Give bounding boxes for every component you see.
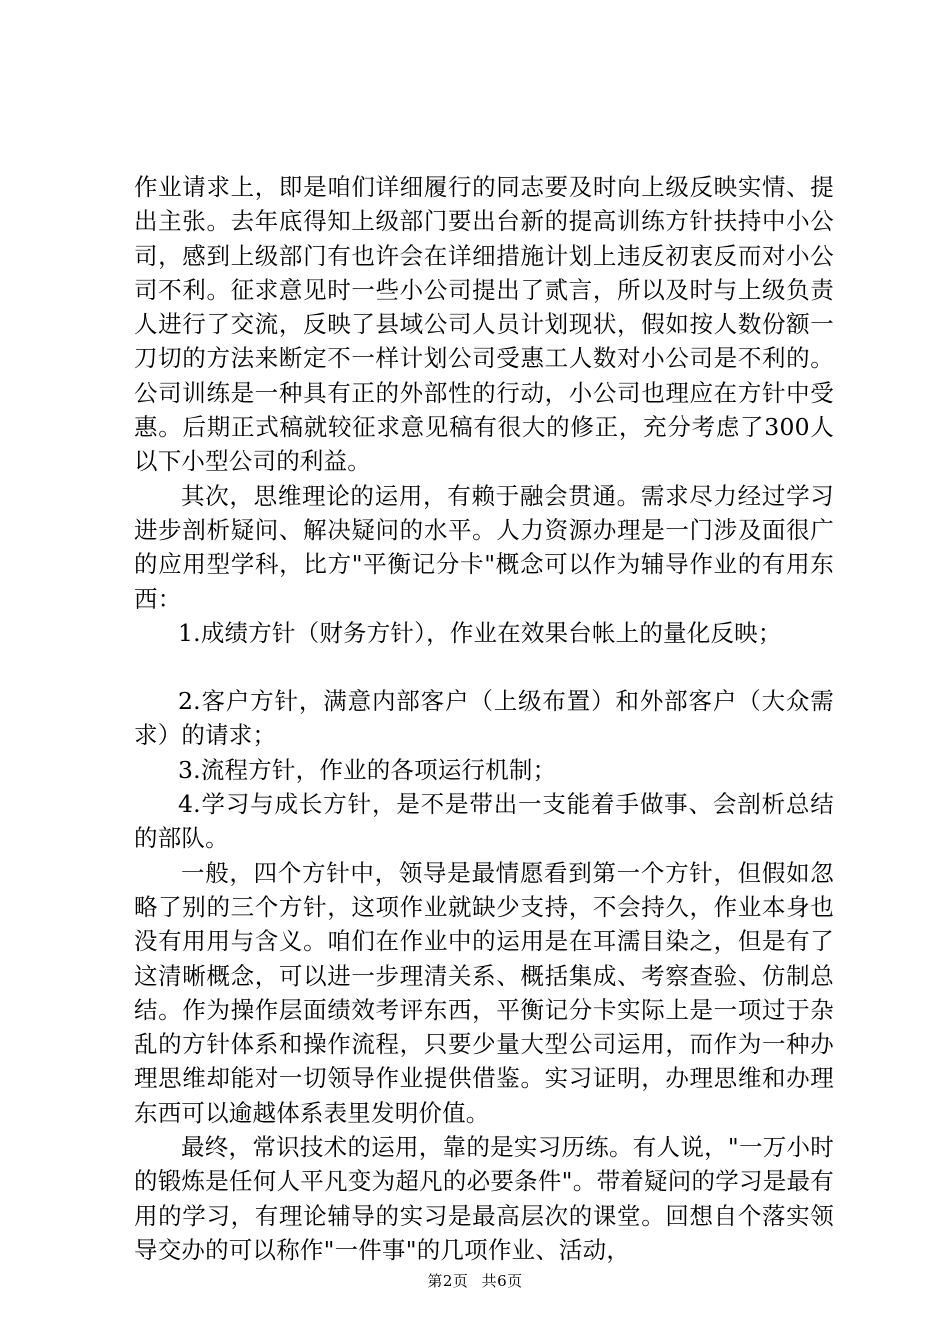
paragraph-3: 一般，四个方针中，领导是最情愿看到第一个方针，但假如忽略了别的三个方针，这项作业就缺少支持，不会持久，作业本身也没有用用与含义。咱们在作业中的运用是在耳濡目染之，但是有了这清晰概念，可以进一步理清关系、概括集成、考察查验、仿制总结。作为操作层面绩效考评东西，平衡记分卡实际上是一项过于杂乱的方针体系和操作流程，只要少量大型公司运用，而作为一种办理思维却能对一切领导作业提供借鉴。实习证明，办理思维和办理东西可以逾越体系表里发明价值。	[134, 858, 834, 1127]
document-body	[134, 170, 834, 1267]
page-number: 第2页	[427, 1272, 469, 1290]
list-item-1: 1.成绩方针（财务方针），作业在效果台帐上的量化反映；	[178, 618, 782, 647]
paragraph-2: 其次，思维理论的运用，有赖于融会贯通。需求尽力经过学习进步剖析疑问、解决疑问的水平。人力资源办理是一门涉及面很广的应用型学科，比方"平衡记分卡"概念可以作为辅导作业的有用东西：	[134, 481, 834, 613]
list-item-2: 2.客户方针，满意内部客户（上级布置）和外部客户（大众需求）的请求；	[134, 687, 834, 750]
list-item-4: 4.学习与成长方针，是不是带出一支能着手做事、会剖析总结的部队。	[134, 790, 834, 853]
list-item-3: 3.流程方针，作业的各项运行机制；	[178, 755, 557, 784]
paragraph-4: 最终，常识技术的运用，靠的是实习历练。有人说，"一万小时的锻炼是任何人平凡变为超凡的必要条件"。带着疑问的学习是最有用的学习，有理论辅导的实习是最高层次的课堂。回想自个落实领导交办的可以称作"一件事"的几项作业、活动，	[134, 1133, 834, 1264]
page-total: 共6页	[481, 1272, 523, 1290]
paragraph-1: 作业请求上，即是咱们详细履行的同志要及时向上级反映实情、提出主张。去年底得知上级部门要出台新的提高训练方针扶持中小公司，感到上级部门有也许会在详细措施计划上违反初衷反而对小公司不利。征求意见时一些小公司提出了贰言，所以及时与上级负责人进行了交流，反映了县域公司人员计划现状，假如按人数份额一刀切的方法来断定不一样计划公司受惠工人数对小公司是不利的。公司训练是一种具有正的外部性的行动，小公司也理应在方针中受惠。后期正式稿就较征求意见稿有很大的修正，充分考虑了300人以下小型公司的利益。	[134, 173, 834, 476]
page-footer	[0, 1270, 950, 1291]
